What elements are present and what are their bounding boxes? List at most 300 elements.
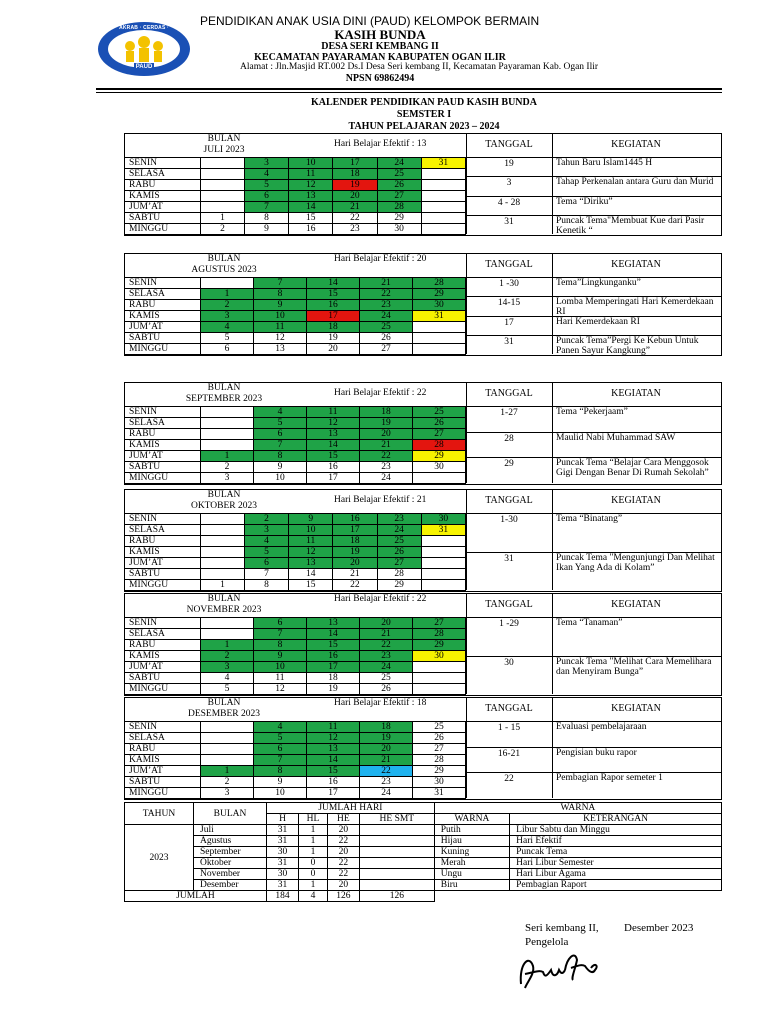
date-cell: 6 — [253, 744, 306, 755]
date-cell: 20 — [306, 344, 359, 355]
week-day-row — [125, 213, 466, 224]
summary-year: 2023 — [125, 825, 194, 891]
week-day-row — [125, 755, 466, 766]
date-cell: 25 — [412, 722, 465, 733]
event-date: 17 — [504, 317, 514, 328]
summary-he-smt — [359, 825, 434, 836]
month-name: DESEMBER 2023 — [187, 709, 261, 719]
month-block — [124, 489, 722, 601]
date-cell: 13 — [306, 618, 359, 629]
date-cell: 16 — [306, 651, 359, 662]
day-label: SENIN — [125, 514, 201, 525]
date-cell: 20 — [333, 558, 377, 569]
date-cell: 5 — [253, 733, 306, 744]
date-cell — [421, 224, 465, 235]
summary-he-smt — [359, 847, 434, 858]
day-label: RABU — [125, 429, 201, 440]
day-label: SELASA — [125, 169, 201, 180]
event-date: 30 — [504, 657, 514, 668]
day-label: SENIN — [125, 618, 201, 629]
date-cell: 12 — [289, 547, 333, 558]
day-label: SENIN — [125, 278, 201, 289]
summary-cell: 20 — [327, 847, 359, 858]
event-date: 28 — [504, 433, 514, 444]
date-cell: 18 — [333, 536, 377, 547]
date-cell: 5 — [245, 180, 289, 191]
day-label: SABTU — [125, 333, 201, 344]
date-cell: 15 — [306, 640, 359, 651]
date-cell: 12 — [253, 684, 306, 695]
date-cell: 1 — [200, 213, 244, 224]
day-label: JUM’AT — [125, 558, 201, 569]
date-cell — [200, 569, 244, 580]
event-date: 1-27 — [500, 408, 518, 418]
month-tanggal-label: TANGGAL — [485, 259, 533, 270]
date-cell: 8 — [245, 213, 289, 224]
week-day-row — [125, 451, 466, 462]
event-date: 1-30 — [500, 515, 518, 525]
date-cell: 30 — [412, 300, 465, 311]
date-cell: 12 — [306, 733, 359, 744]
day-label: KAMIS — [125, 755, 201, 766]
date-cell: 28 — [412, 278, 465, 289]
summary-cell: Juli — [194, 825, 267, 836]
event-activity: Pembagian Rapor semeter 1 — [556, 773, 663, 784]
week-day-row — [125, 580, 466, 591]
date-cell — [200, 558, 244, 569]
date-cell: 22 — [333, 213, 377, 224]
summary-cell: 0 — [299, 858, 328, 869]
date-cell: 4 — [201, 673, 254, 684]
summary-cell: 22 — [327, 869, 359, 880]
date-cell: 12 — [253, 333, 306, 344]
date-cell: 18 — [306, 322, 359, 333]
date-cell: 18 — [359, 722, 412, 733]
signature — [515, 944, 605, 994]
month-kegiatan-label: KEGIATAN — [611, 495, 661, 506]
week-day-row — [125, 169, 466, 180]
day-label: SELASA — [125, 289, 201, 300]
summary-cell: 0 — [299, 869, 328, 880]
day-label: RABU — [125, 744, 201, 755]
week-day-row — [125, 180, 466, 191]
date-cell: 31 — [421, 158, 465, 169]
month-tanggal-label: TANGGAL — [485, 139, 533, 150]
legend-color-name: Merah — [434, 858, 509, 869]
event-date: 14-15 — [497, 298, 521, 309]
week-day-row — [125, 322, 466, 333]
date-cell: 9 — [245, 224, 289, 235]
date-cell: 1 — [201, 640, 254, 651]
month-block — [124, 133, 722, 245]
date-cell — [412, 322, 465, 333]
event-activity: Puncak Tema "Melihat Cara Memelihara dan Menyiram Bunga” — [556, 656, 712, 677]
date-cell: 30 — [412, 777, 465, 788]
date-cell: 5 — [245, 547, 289, 558]
month-hbe: Hari Belajar Efektif : 18 — [334, 698, 427, 708]
date-cell: 3 — [201, 662, 254, 673]
week-day-row — [125, 722, 466, 733]
event-activity: Lomba Memperingati Hari Kemerdekaan RI — [556, 297, 714, 318]
week-day-row — [125, 224, 466, 235]
day-label: SENIN — [125, 158, 201, 169]
summary-h-tahun: TAHUN — [125, 803, 194, 825]
date-cell: 14 — [306, 440, 359, 451]
calendar-year: TAHUN PELAJARAN 2023 – 2024 — [348, 121, 500, 132]
date-cell: 31 — [412, 311, 465, 322]
date-cell — [200, 169, 244, 180]
event-date: 22 — [504, 774, 514, 785]
month-kegiatan-label: KEGIATAN — [611, 703, 661, 714]
week-day-row — [125, 569, 466, 580]
date-cell: 26 — [359, 333, 412, 344]
summary-cell: 31 — [267, 880, 299, 891]
month-name: JULI 2023 — [203, 145, 245, 155]
date-cell — [412, 684, 465, 695]
week-day-row — [125, 558, 466, 569]
day-label: SABTU — [125, 213, 201, 224]
month-grid — [124, 721, 466, 799]
date-cell: 29 — [377, 213, 421, 224]
month-grid — [124, 617, 466, 695]
date-cell: 14 — [289, 202, 333, 213]
date-cell: 20 — [359, 618, 412, 629]
calendar-semester: SEMSTER I — [396, 109, 452, 120]
summary-cell: 20 — [327, 880, 359, 891]
week-day-row — [125, 462, 466, 473]
month-bulan-label: BULAN — [207, 490, 241, 500]
event-activity: Pengisian buku rapor — [556, 747, 637, 758]
logo-top-text: AKRAB · CERDAS · CERIA — [119, 25, 169, 37]
date-cell: 23 — [359, 651, 412, 662]
header-line4: KECAMATAN PAYARAMAN KABUPATEN OGAN ILIR — [254, 52, 506, 63]
date-cell: 17 — [333, 525, 377, 536]
month-block — [124, 593, 722, 705]
date-cell: 15 — [306, 451, 359, 462]
month-bulan-label: BULAN — [207, 254, 241, 264]
date-cell: 6 — [253, 429, 306, 440]
week-day-row — [125, 333, 466, 344]
event-date: 31 — [504, 336, 514, 347]
legend-description: Libur Sabtu dan Minggu — [510, 825, 722, 836]
date-cell — [201, 440, 254, 451]
summary-warna-header: KETERANGAN — [510, 814, 722, 825]
date-cell: 6 — [201, 344, 254, 355]
day-label: MINGGU — [125, 224, 201, 235]
date-cell: 2 — [201, 777, 254, 788]
date-cell — [201, 618, 254, 629]
month-kegiatan-label: KEGIATAN — [611, 139, 661, 150]
event-activity: Puncak Tema "Mengunjungi Dan Melihat Ikan Yang Ada di Kolam” — [556, 552, 715, 573]
date-cell: 10 — [289, 525, 333, 536]
date-cell — [200, 158, 244, 169]
date-cell: 19 — [359, 418, 412, 429]
month-kegiatan-label: KEGIATAN — [611, 599, 661, 610]
month-name: OKTOBER 2023 — [190, 501, 258, 511]
date-cell — [200, 191, 244, 202]
summary-he-smt — [359, 836, 434, 847]
week-day-row — [125, 418, 466, 429]
date-cell — [201, 418, 254, 429]
event-date: 1 - 15 — [497, 723, 521, 733]
date-cell: 4 — [245, 536, 289, 547]
week-day-row — [125, 662, 466, 673]
event-activity: Tema “Diriku” — [556, 196, 613, 207]
event-activity: Puncak Tema"Membuat Kue dari Pasir Kenetik “ — [556, 215, 705, 236]
date-cell: 25 — [377, 536, 421, 547]
date-cell — [421, 547, 465, 558]
day-label: MINGGU — [125, 684, 201, 695]
week-day-row — [125, 777, 466, 788]
date-cell: 24 — [359, 788, 412, 799]
summary-sub-header: HE SMT — [359, 814, 434, 825]
week-day-row — [125, 629, 466, 640]
date-cell: 2 — [200, 224, 244, 235]
date-cell: 12 — [289, 180, 333, 191]
date-cell: 10 — [253, 788, 306, 799]
date-cell: 29 — [412, 766, 465, 777]
summary-row — [125, 880, 722, 891]
week-day-row — [125, 473, 466, 484]
date-cell: 9 — [253, 777, 306, 788]
week-day-row — [125, 158, 466, 169]
date-cell: 27 — [377, 191, 421, 202]
date-cell: 10 — [253, 311, 306, 322]
date-cell: 14 — [306, 755, 359, 766]
date-cell: 13 — [306, 429, 359, 440]
month-name: AGUSTUS 2023 — [191, 265, 257, 275]
date-cell: 6 — [245, 558, 289, 569]
date-cell: 24 — [377, 158, 421, 169]
date-cell: 31 — [421, 525, 465, 536]
summary-row — [125, 847, 722, 858]
month-hbe: Hari Belajar Efektif : 20 — [334, 254, 427, 264]
date-cell: 7 — [245, 569, 289, 580]
month-tanggal-label: TANGGAL — [485, 388, 533, 399]
date-cell: 28 — [377, 569, 421, 580]
month-hbe: Hari Belajar Efektif : 22 — [334, 594, 427, 604]
week-day-row — [125, 440, 466, 451]
date-cell — [421, 169, 465, 180]
event-date: 31 — [504, 553, 514, 564]
date-cell: 23 — [377, 514, 421, 525]
day-label: MINGGU — [125, 473, 201, 484]
date-cell: 7 — [253, 278, 306, 289]
date-cell — [201, 629, 254, 640]
date-cell: 20 — [359, 744, 412, 755]
event-activity: Tema “Tanaman” — [556, 618, 623, 628]
date-cell: 11 — [289, 169, 333, 180]
summary-sub-header: HE — [327, 814, 359, 825]
legend-color-name: Biru — [434, 880, 509, 891]
date-cell — [201, 278, 254, 289]
event-date: 1 -29 — [499, 619, 519, 629]
paud-logo — [96, 20, 192, 78]
date-cell: 16 — [306, 462, 359, 473]
date-cell: 22 — [359, 451, 412, 462]
week-day-row — [125, 289, 466, 300]
date-cell: 1 — [201, 766, 254, 777]
date-cell: 9 — [289, 514, 333, 525]
date-cell — [200, 536, 244, 547]
date-cell: 19 — [333, 547, 377, 558]
date-cell: 28 — [412, 440, 465, 451]
date-cell: 6 — [253, 618, 306, 629]
day-label: MINGGU — [125, 344, 201, 355]
week-day-row — [125, 547, 466, 558]
date-cell: 26 — [359, 684, 412, 695]
date-cell: 3 — [201, 473, 254, 484]
week-day-row — [125, 673, 466, 684]
summary-cell: November — [194, 869, 267, 880]
calendar-title: KALENDER PENDIDIKAN PAUD KASIH BUNDA — [311, 97, 537, 108]
month-grid — [124, 277, 466, 355]
summary-row — [125, 825, 722, 836]
summary-cell: 30 — [267, 869, 299, 880]
summary-cell: Agustus — [194, 836, 267, 847]
date-cell: 28 — [377, 202, 421, 213]
date-cell: 28 — [412, 629, 465, 640]
date-cell: 6 — [245, 191, 289, 202]
day-label: SENIN — [125, 722, 201, 733]
date-cell: 22 — [359, 766, 412, 777]
date-cell: 20 — [333, 191, 377, 202]
date-cell: 15 — [306, 289, 359, 300]
date-cell: 21 — [359, 629, 412, 640]
day-label: KAMIS — [125, 547, 201, 558]
date-cell: 14 — [306, 278, 359, 289]
date-cell — [421, 191, 465, 202]
date-cell — [421, 180, 465, 191]
day-label: KAMIS — [125, 440, 201, 451]
date-cell: 21 — [359, 440, 412, 451]
date-cell: 8 — [253, 640, 306, 651]
summary-total-label: JUMLAH — [125, 891, 267, 902]
day-label: RABU — [125, 536, 201, 547]
date-cell: 22 — [359, 640, 412, 651]
event-activity: Maulid Nabi Muhammad SAW — [556, 432, 676, 443]
summary-sub-header: HL — [299, 814, 328, 825]
day-label: KAMIS — [125, 191, 201, 202]
week-day-row — [125, 300, 466, 311]
date-cell: 17 — [306, 473, 359, 484]
date-cell — [421, 213, 465, 224]
month-bulan-label: BULAN — [207, 698, 241, 708]
date-cell: 9 — [253, 462, 306, 473]
date-cell: 7 — [253, 440, 306, 451]
date-cell: 9 — [253, 651, 306, 662]
date-cell: 24 — [377, 525, 421, 536]
date-cell: 14 — [289, 569, 333, 580]
event-activity: Puncak Tema “Belajar Cara Menggosok Gigi Dengan Benar Di Rumah Sekolah” — [556, 458, 709, 479]
month-hbe: Hari Belajar Efektif : 21 — [334, 495, 427, 505]
date-cell: 17 — [333, 158, 377, 169]
event-date: 4 - 28 — [497, 197, 521, 208]
date-cell: 18 — [333, 169, 377, 180]
date-cell: 8 — [253, 451, 306, 462]
week-day-row — [125, 640, 466, 651]
date-cell: 27 — [412, 429, 465, 440]
date-cell: 3 — [201, 311, 254, 322]
legend-description: Hari Libur Agama — [510, 869, 722, 880]
date-cell: 5 — [253, 418, 306, 429]
day-label: RABU — [125, 180, 201, 191]
summary-cell: 1 — [299, 880, 328, 891]
date-cell: 20 — [359, 429, 412, 440]
legend-color-name: Ungu — [434, 869, 509, 880]
date-cell: 30 — [421, 514, 465, 525]
summary-total-cell: 184 — [267, 891, 299, 902]
date-cell: 5 — [201, 333, 254, 344]
date-cell: 11 — [306, 722, 359, 733]
date-cell — [200, 180, 244, 191]
date-cell: 2 — [201, 300, 254, 311]
date-cell: 12 — [306, 418, 359, 429]
month-grid — [124, 157, 466, 235]
week-day-row — [125, 684, 466, 695]
legend-description: Hari Libur Semester — [510, 858, 722, 869]
month-name: NOVEMBER 2023 — [186, 605, 262, 615]
footer-role: Pengelola — [525, 936, 569, 948]
header-line1: PENDIDIKAN ANAK USIA DINI (PAUD) KELOMPOK BERMAIN — [200, 14, 540, 28]
header-school-name: KASIH BUNDA — [334, 27, 426, 42]
legend-description: Puncak Tema — [510, 847, 722, 858]
summary-cell: 20 — [327, 825, 359, 836]
day-label: SENIN — [125, 407, 201, 418]
month-kegiatan-label: KEGIATAN — [611, 388, 661, 399]
date-cell: 28 — [412, 755, 465, 766]
date-cell: 27 — [377, 558, 421, 569]
month-block — [124, 253, 722, 365]
date-cell: 3 — [201, 788, 254, 799]
header-line3: DESA SERI KEMBANG II — [321, 41, 439, 52]
month-hbe: Hari Belajar Efektif : 22 — [334, 388, 427, 398]
day-label: KAMIS — [125, 311, 201, 322]
date-cell — [201, 722, 254, 733]
date-cell: 8 — [253, 289, 306, 300]
date-cell: 27 — [412, 618, 465, 629]
date-cell: 17 — [306, 788, 359, 799]
summary-he-smt — [359, 858, 434, 869]
date-cell — [412, 333, 465, 344]
date-cell: 13 — [253, 344, 306, 355]
day-label: RABU — [125, 640, 201, 651]
week-day-row — [125, 311, 466, 322]
date-cell: 17 — [306, 311, 359, 322]
month-tanggal-label: TANGGAL — [485, 495, 533, 506]
summary-cell: 22 — [327, 858, 359, 869]
date-cell: 21 — [359, 278, 412, 289]
summary-sub-header: H — [267, 814, 299, 825]
date-cell: 24 — [359, 311, 412, 322]
date-cell: 30 — [412, 462, 465, 473]
date-cell: 2 — [201, 651, 254, 662]
date-cell: 23 — [333, 224, 377, 235]
day-label: SELASA — [125, 733, 201, 744]
day-label: JUM’AT — [125, 451, 201, 462]
month-tanggal-label: TANGGAL — [485, 599, 533, 610]
date-cell: 26 — [377, 180, 421, 191]
day-label: SABTU — [125, 777, 201, 788]
date-cell: 21 — [333, 202, 377, 213]
day-label: SABTU — [125, 673, 201, 684]
day-label: KAMIS — [125, 651, 201, 662]
date-cell — [201, 407, 254, 418]
date-cell: 4 — [253, 722, 306, 733]
date-cell — [412, 673, 465, 684]
date-cell: 16 — [289, 224, 333, 235]
month-name: SEPTEMBER 2023 — [185, 394, 263, 404]
